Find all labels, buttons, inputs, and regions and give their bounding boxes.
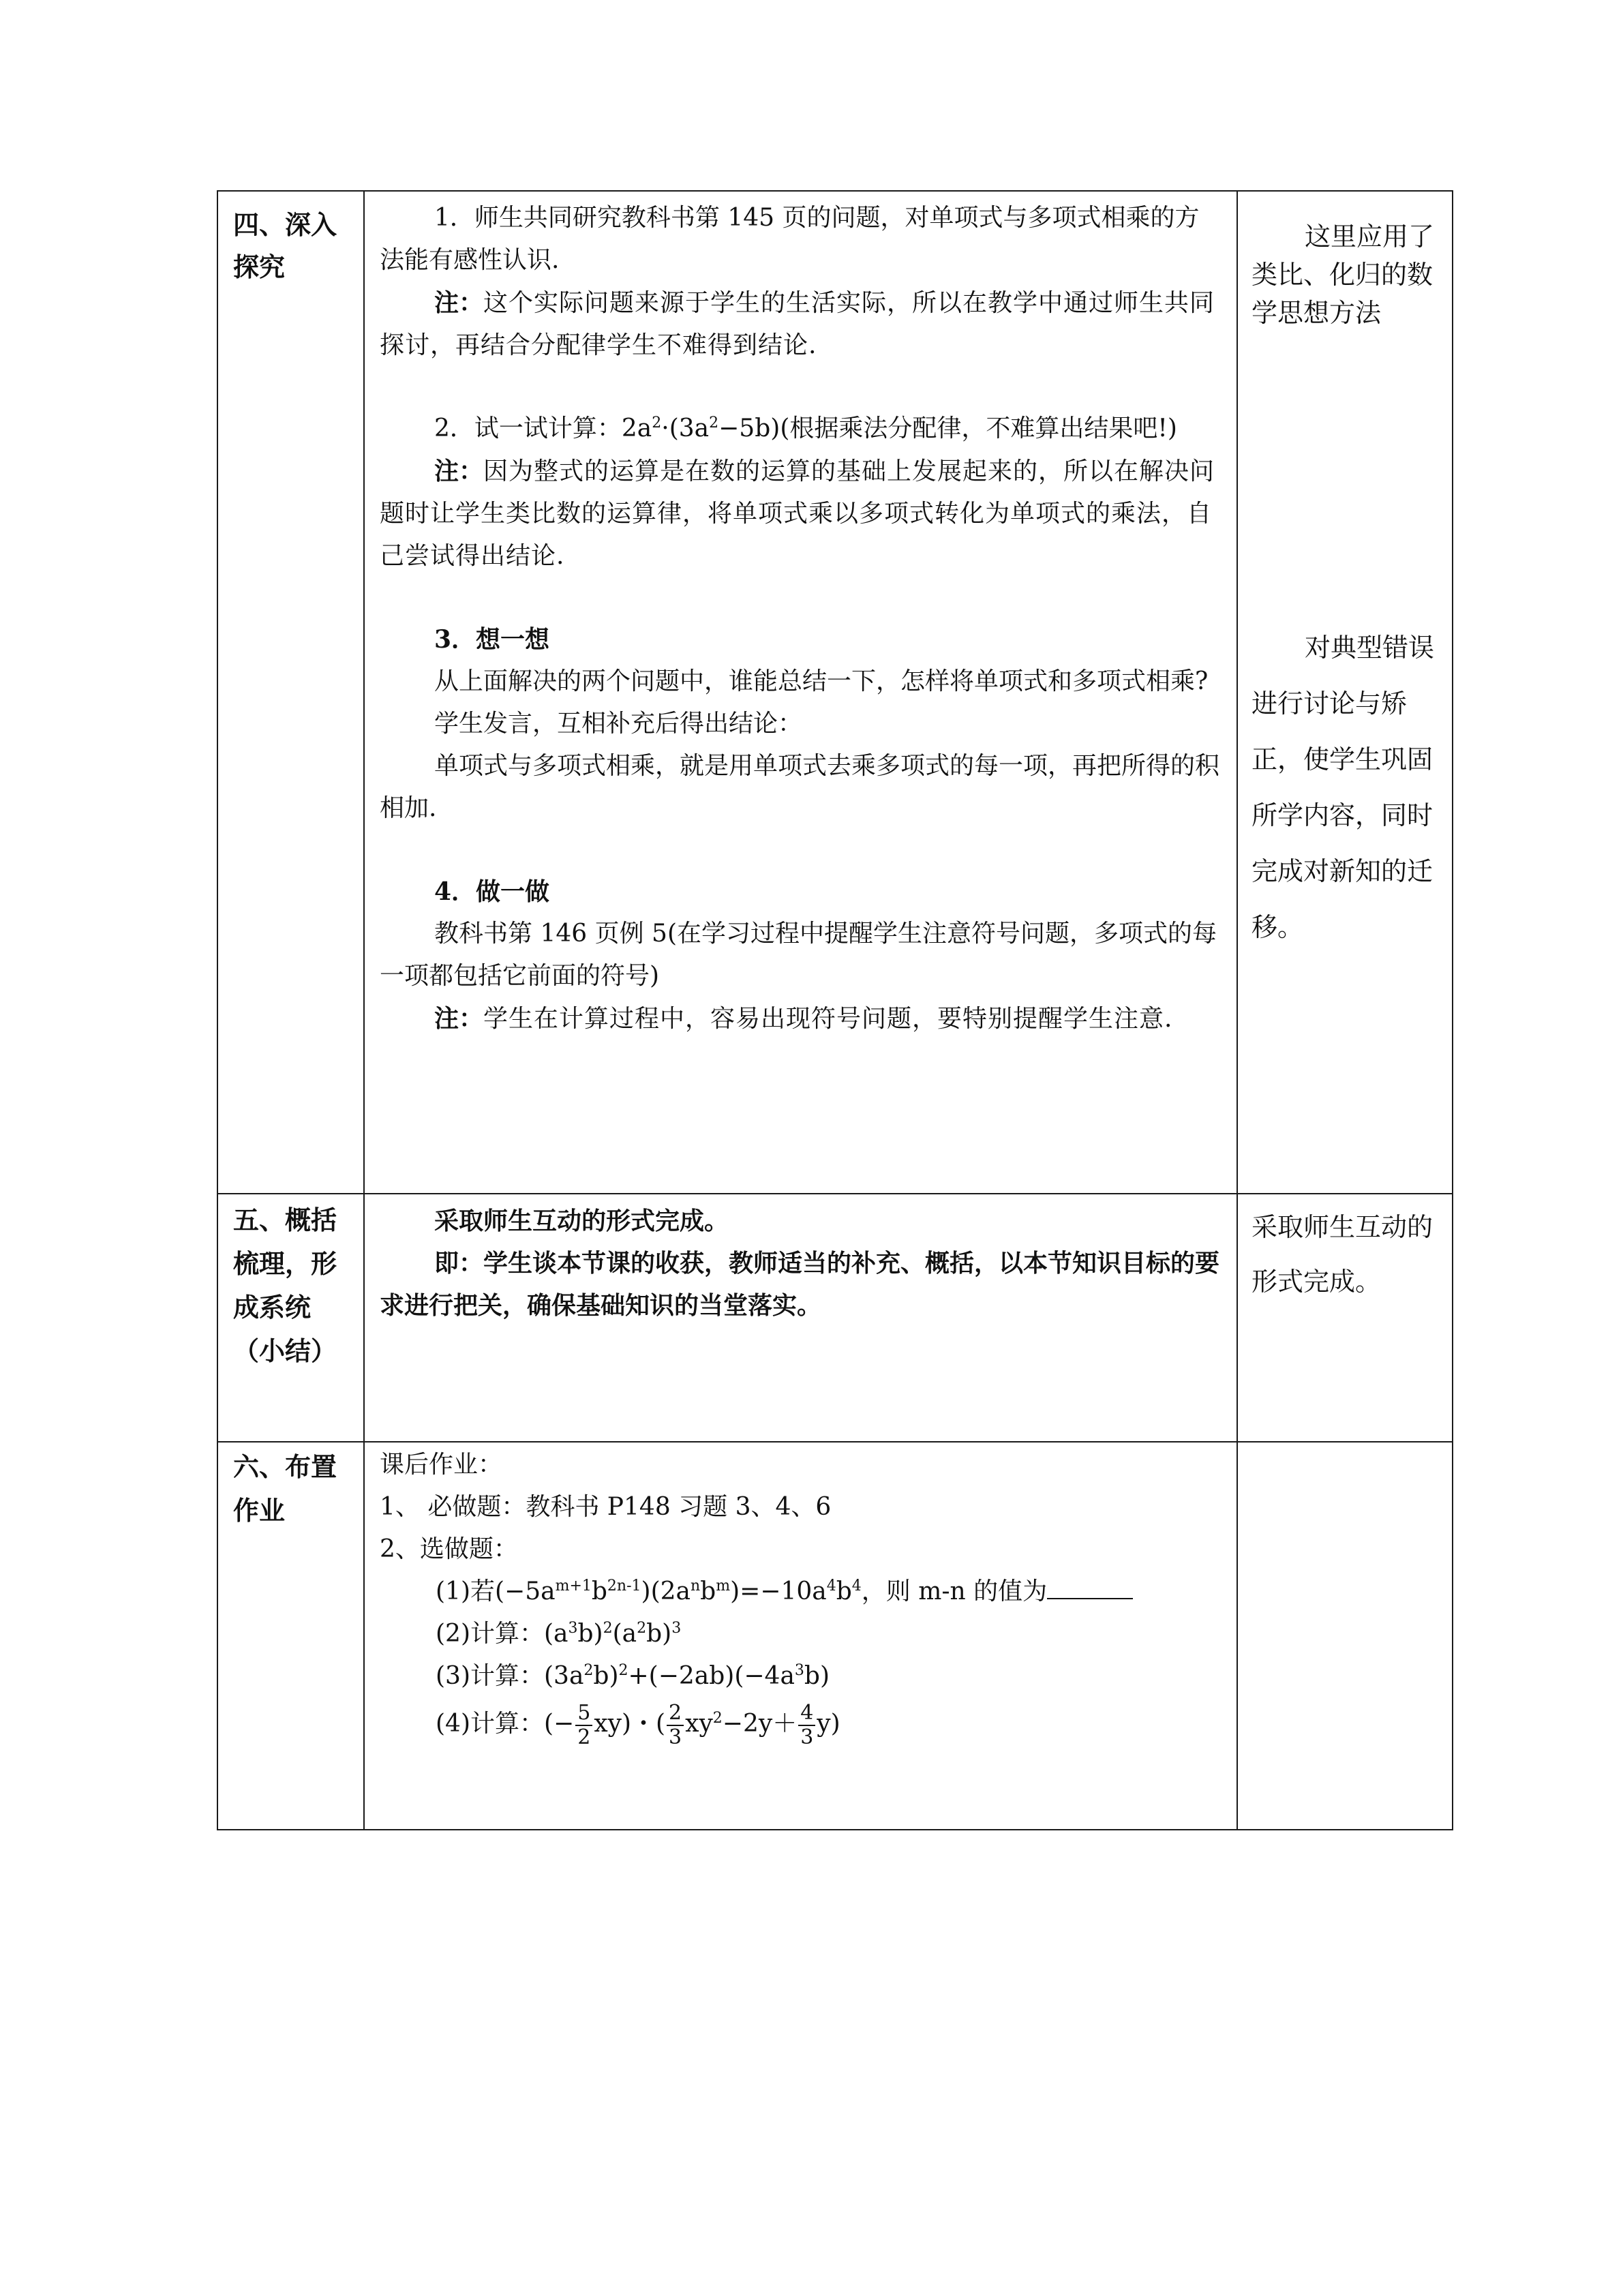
summary-line: 采取师生互动的形式完成。	[434, 1207, 729, 1235]
note-cell	[1237, 191, 1453, 1194]
item-3-line: 单项式与多项式相乘，就是用单项式去乘多项式的每一项，再把所得的积相加.	[380, 752, 1220, 822]
summary-line: 即：学生谈本节课的收获，教师适当的补充、概括，以本节知识目标的要求进行把关，确保基础知识的当堂落实。	[380, 1249, 1220, 1320]
note-cell	[1237, 1442, 1453, 1830]
note-analogy: 这里应用了类比、化归的数学思想方法	[1252, 222, 1435, 328]
item-3-title: 3．想一想	[434, 625, 550, 654]
lesson-plan-table	[217, 190, 1453, 1830]
teaching-notes	[1238, 192, 1452, 942]
note-1: 注：这个实际问题来源于学生的生活实际，所以在教学中通过师生共同探讨，再结合分配律学生不难得到结论.	[380, 288, 1215, 359]
exercise-1: (1)若$(-5a^{m+1}b^{2n-1})(2a^nb^m)=-10a^4b^4$，则 m-n 的值为	[380, 1571, 1223, 1613]
note-summary: 采取师生互动的形式完成。	[1252, 1212, 1434, 1297]
item-1: 1．师生共同研究教科书第 145 页的问题，对单项式与多项式相乘的方法能有感性认识.	[380, 204, 1200, 274]
stage-cell	[217, 1194, 364, 1442]
stage-title: 六、布置 作业	[233, 1452, 337, 1526]
homework-title: 课后作业：	[380, 1451, 503, 1479]
item-4-title: 4．做一做	[434, 877, 550, 906]
content-body	[365, 192, 1237, 1040]
fraction: $\frac{4}{3}$	[798, 1702, 815, 1749]
table-row	[217, 191, 1453, 1194]
table-row	[217, 1442, 1453, 1830]
item-3-line: 从上面解决的两个问题中，谁能总结一下，怎样将单项式和多项式相乘?	[434, 667, 1209, 695]
exercise-2: (2)计算：$(a^3b)^2(a^2b)^3$	[436, 1620, 682, 1648]
teaching-notes	[1238, 1194, 1452, 1309]
answer-blank[interactable]	[1047, 1572, 1133, 1599]
note-2: 注：因为整式的运算是在数的运算的基础上发展起来的，所以在解决问题时让学生类比数的运算律，将单项式乘以多项式转化为单项式的乘法，自己尝试得出结论.	[380, 457, 1215, 570]
stage-cell	[217, 191, 364, 1194]
stage-title: 四、深入 探究	[233, 210, 337, 282]
homework-optional: 2、选做题：	[380, 1535, 518, 1563]
item-4-line: 教科书第 146 页例 5(在学习过程中提醒学生注意符号问题，多项式的每一项都包括它前面的符号)	[380, 920, 1217, 990]
content-cell	[364, 1442, 1237, 1830]
content-cell	[364, 1194, 1237, 1442]
note-cell	[1237, 1194, 1453, 1442]
fraction: $\frac{2}{3}$	[667, 1702, 684, 1749]
table-row	[217, 1194, 1453, 1442]
stage-cell	[217, 1442, 364, 1830]
item-3-line: 学生发言，互相补充后得出结论：	[434, 710, 803, 738]
content-body	[365, 1194, 1237, 1327]
exercise-3: (3)计算：$(3a^2b)^2+(-2ab)(-4a^3b)$	[436, 1662, 830, 1690]
content-body	[365, 1442, 1237, 1749]
content-cell	[364, 191, 1237, 1194]
stage-title: 五、概括 梳理，形 成系统 （小结）	[233, 1205, 337, 1366]
note-errors: 对典型错误进行讨论与矫正，使学生巩固所学内容，同时完成对新知的迁移。	[1252, 633, 1435, 942]
item-2: 2．试一试计算：$2a^2\cdot(3a^2-5b)$(根据乘法分配律，不难算出结果吧!)	[434, 414, 1177, 442]
fraction: $\frac{5}{2}$	[575, 1702, 592, 1749]
note-4: 注：学生在计算过程中，容易出现符号问题，要特别提醒学生注意.	[434, 1004, 1173, 1033]
homework-required: 1、 必做题：教科书 P148 习题 3、4、6	[380, 1493, 832, 1521]
exercise-4: (4)计算：(− $\frac{5}{2}$ xy)・( $\frac{2}{3}$ $xy^2-2y+$ $\frac{4}{3}$ y)	[436, 1701, 840, 1749]
